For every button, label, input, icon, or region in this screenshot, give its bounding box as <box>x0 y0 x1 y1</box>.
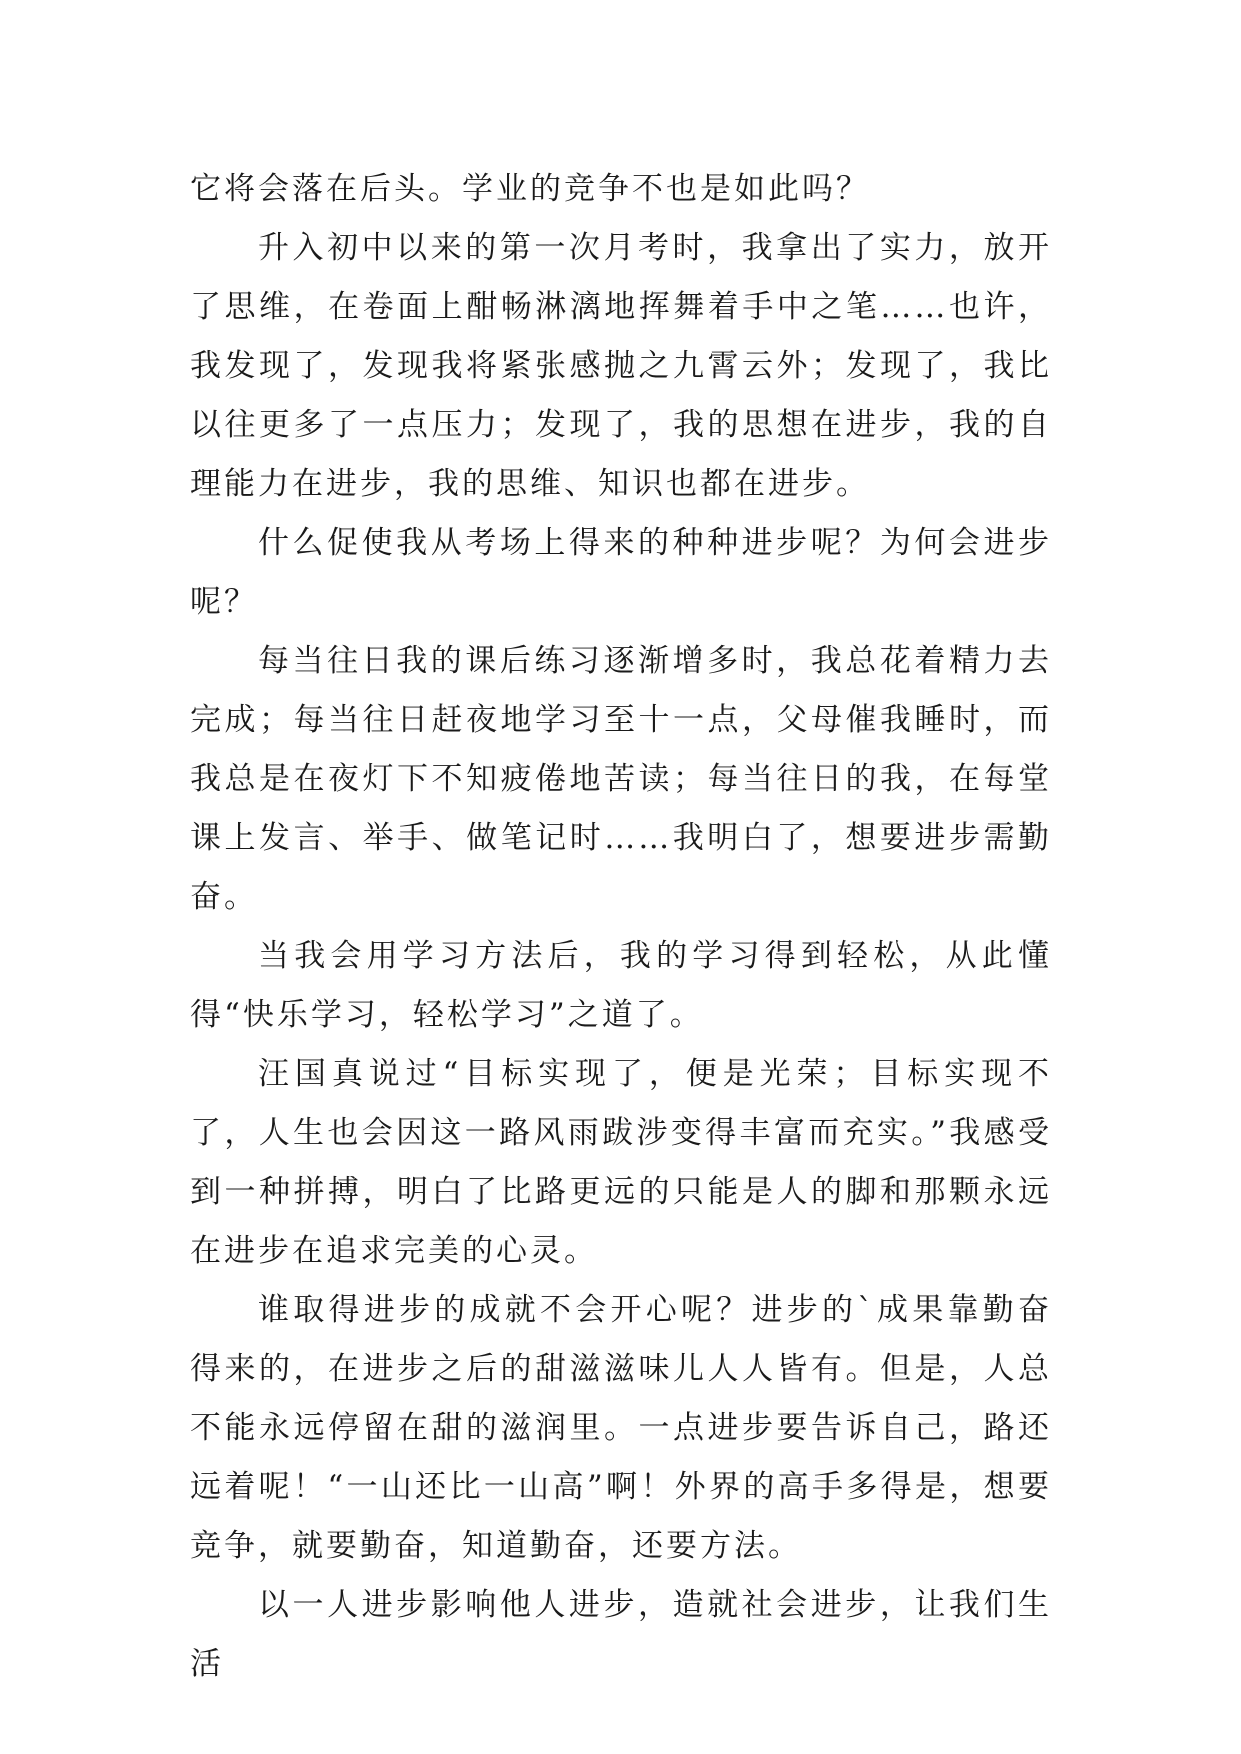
paragraph-3: 什么促使我从考场上得来的种种进步呢？为何会进步呢？ <box>190 525 1052 620</box>
paragraph-6: 汪国真说过“目标实现了，便是光荣；目标实现不了，人生也会因这一路风雨跋涉变得丰富而充实。”我感受到一种拼搏，明白了比路更远的只能是人的脚和那颗永远在进步在追求完美的心灵。 <box>190 1056 1052 1269</box>
paragraph-5: 当我会用学习方法后，我的学习得到轻松，从此懂得“快乐学习，轻松学习”之道了。 <box>190 938 1052 1033</box>
paragraph-8: 以一人进步影响他人进步，造就社会进步，让我们生活 <box>190 1587 1052 1682</box>
paragraph-1: 它将会落在后头。学业的竞争不也是如此吗？ <box>190 171 870 207</box>
paragraph-7: 谁取得进步的成就不会开心呢？进步的`成果靠勤奋得来的，在进步之后的甜滋滋味儿人人皆有。但是，人总不能永远停留在甜的滋润里。一点进步要告诉自己，路还远着呢！“一山还比一山高”啊！外界的高手多得是，想要竞争，就要勤奋，知道勤奋，还要方法。 <box>190 1292 1052 1564</box>
paragraph-4: 每当往日我的课后练习逐渐增多时，我总花着精力去完成；每当往日赶夜地学习至十一点，父母催我睡时，而我总是在夜灯下不知疲倦地苦读；每当往日的我，在每堂课上发言、举手、做笔记时……我明白了，想要进步需勤奋。 <box>190 643 1052 915</box>
paragraph-2: 升入初中以来的第一次月考时，我拿出了实力，放开了思维，在卷面上酣畅淋漓地挥舞着手中之笔……也许，我发现了，发现我将紧张感抛之九霄云外；发现了，我比以往更多了一点压力；发现了，我的思想在进步，我的自理能力在进步，我的思维、知识也都在进步。 <box>190 230 1052 502</box>
document-body <box>190 160 1052 1694</box>
